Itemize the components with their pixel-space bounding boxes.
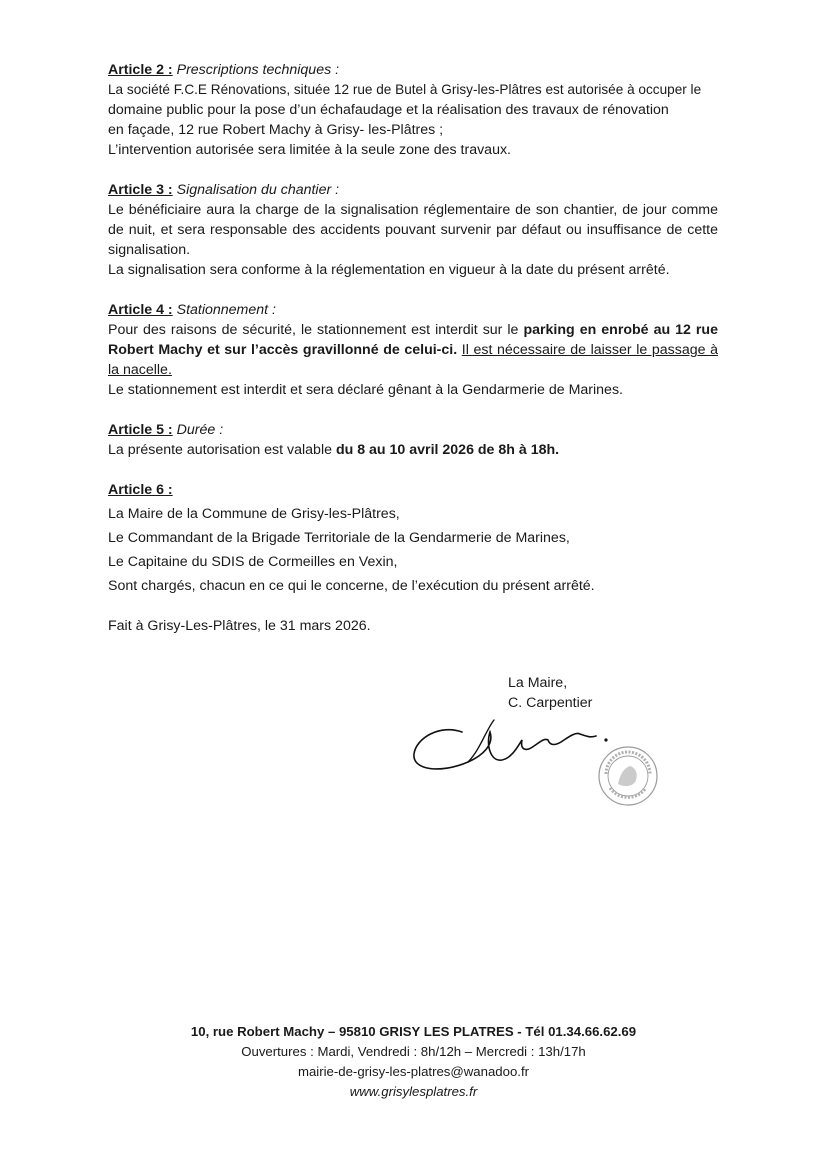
article-2-line-4: L’intervention autorisée sera limitée à la seule zone des travaux. [108, 142, 511, 158]
article-6 [108, 480, 718, 596]
footer-email[interactable]: mairie-de-grisy-les-platres@wanadoo.fr [297, 1064, 530, 1079]
article-5-paragraph [108, 440, 718, 460]
article-3 [108, 180, 718, 280]
municipal-seal [596, 744, 660, 808]
signatory-name: C. Carpentier [508, 695, 593, 711]
footer-website[interactable]: www.grisylesplatres.fr [349, 1084, 478, 1099]
article-2 [108, 60, 718, 160]
article-6-line-2: Le Commandant de la Brigade Territoriale de la Gendarmerie de Marines, [108, 530, 570, 546]
article-4-nacelle-notice: Il est nécessaire de laisser le passage à la nacelle. [108, 342, 718, 378]
article-2-line-1: La société F.C.E Rénovations, située 12 rue de Butel à Grisy-les-Plâtres est autorisée à occuper le [108, 82, 702, 97]
signature-block [508, 673, 708, 713]
article-4-paragraph-1 [108, 320, 718, 380]
article-4-title: Stationnement : [176, 302, 276, 318]
article-5 [108, 420, 718, 460]
footer-address: 10, rue Robert Machy – 95810 GRISY LES PLATRES - Tél 01.34.66.62.69 [190, 1024, 637, 1039]
article-5-number: Article 5 : [108, 422, 173, 438]
article-6-line-3: Le Capitaine du SDIS de Cormeilles en Vexin, [108, 554, 398, 570]
article-2-heading [108, 60, 718, 80]
article-2-line-3: en façade, 12 rue Robert Machy à Grisy- les-Plâtres ; [108, 122, 444, 138]
article-5-heading [108, 420, 718, 440]
article-3-paragraph-2: La signalisation sera conforme à la réglementation en vigueur à la date du présent arrêté. [108, 262, 670, 278]
article-6-line-4: Sont chargés, chacun en ce qui le concerne, de l’exécution du présent arrêté. [108, 578, 595, 594]
article-6-heading [108, 480, 718, 500]
article-3-paragraph-1: Le bénéficiaire aura la charge de la signalisation réglementaire de son chantier, de jour comme de nuit, et sera responsable des accidents pouvant survenir par défaut ou insuffisance de cette signalisation. [108, 202, 718, 258]
article-3-heading [108, 180, 718, 200]
article-4-intro: Pour des raisons de sécurité, le stationnement est interdit sur le [108, 322, 524, 338]
article-2-line-2: domaine public pour la pose d’un échafaudage et la réalisation des travaux de rénovation [108, 102, 669, 118]
document-body [108, 60, 718, 636]
article-4-heading [108, 300, 718, 320]
article-4-parking-location: parking en enrobé au 12 rue Robert Machy et sur l’accès gravillonné de celui-ci. [108, 322, 718, 358]
article-6-line-1: La Maire de la Commune de Grisy-les-Plâtres, [108, 506, 400, 522]
page-footer [0, 1022, 827, 1102]
article-4 [108, 300, 718, 400]
article-2-number: Article 2 : [108, 62, 173, 78]
article-3-number: Article 3 : [108, 182, 173, 198]
made-at-date: Fait à Grisy-Les-Plâtres, le 31 mars 2026. [108, 618, 371, 634]
article-5-title: Durée : [176, 422, 224, 438]
signatory-title: La Maire, [508, 675, 568, 691]
article-6-number: Article 6 : [108, 482, 173, 498]
article-4-number: Article 4 : [108, 302, 173, 318]
article-5-dates: du 8 au 10 avril 2026 de 8h à 18h. [335, 442, 560, 458]
article-3-title: Signalisation du chantier : [176, 182, 340, 198]
article-2-title: Prescriptions techniques : [176, 62, 340, 78]
handwritten-signature [410, 710, 620, 780]
footer-opening-hours: Ouvertures : Mardi, Vendredi : 8h/12h – Mercredi : 13h/17h [241, 1044, 586, 1059]
article-5-intro: La présente autorisation est valable [108, 442, 336, 458]
article-4-paragraph-2: Le stationnement est interdit et sera déclaré gênant à la Gendarmerie de Marines. [108, 382, 623, 398]
